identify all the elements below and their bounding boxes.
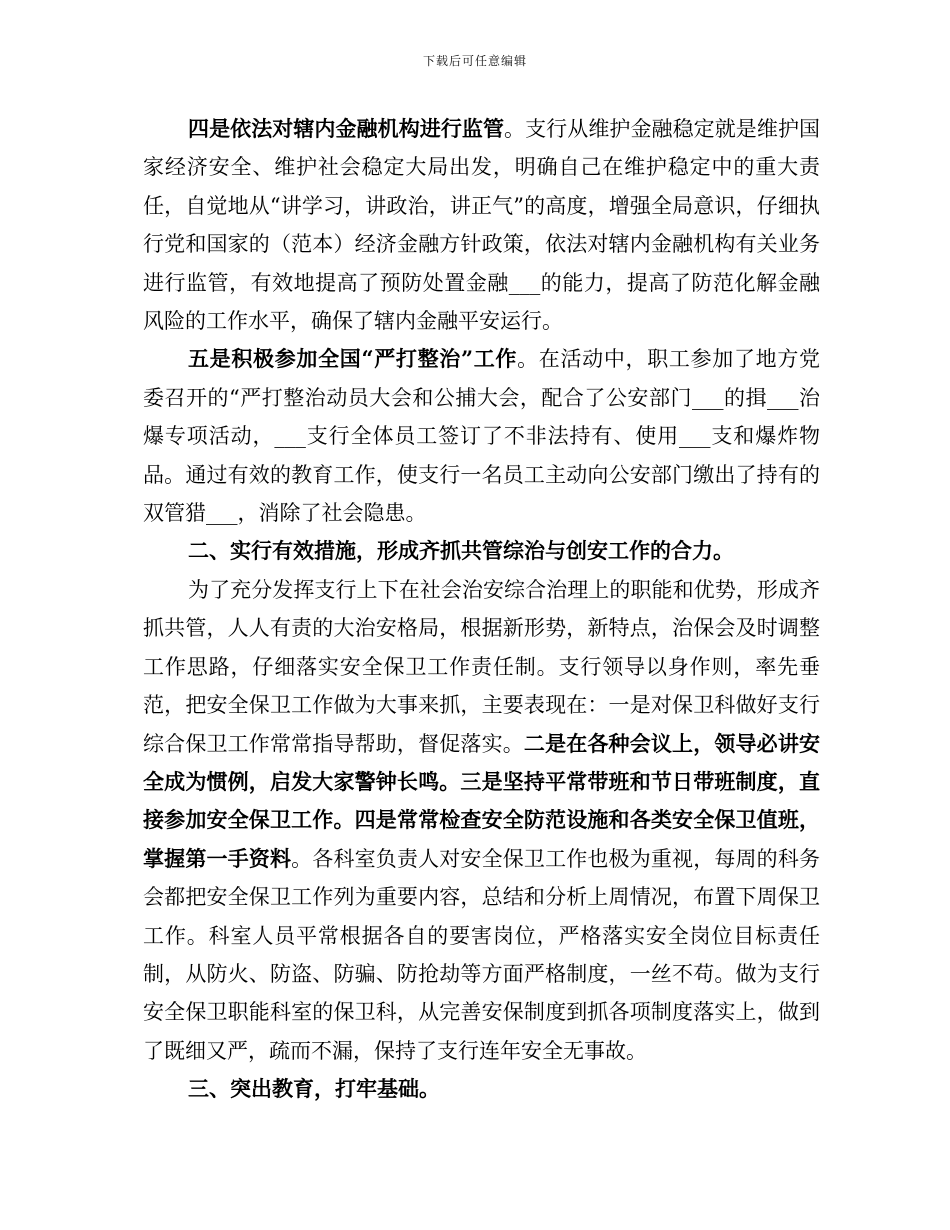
paragraph-intro: 为了充分发挥支行上下在社会治安综合治理上的职能和优势，形成齐抓共管，人人有责的大治安格局，根据新形势，新特点，治保会及时调整工作思路，仔细落实安全保卫工作责任制。支行领导以身作则，率先垂范，把安全保卫工作做为大事来抓，主要表现在：一是对保卫科做好支行综合保卫工作常常指导帮助，督促落实。 xyxy=(143,577,820,756)
paragraph-strike-hard xyxy=(143,340,820,532)
section-heading-3: 三、突出教育，打牢基础。 xyxy=(188,1076,440,1102)
paragraph-lead: 四是依法对辖内金融机构进行监管 xyxy=(188,116,505,141)
paragraph-measures xyxy=(143,571,820,1070)
paragraph-text: 。支行从维护金融稳定就是维护国家经济安全、维护社会稳定大局出发，明确自己在维护稳定中的重大责任，自觉地从“讲学习，讲政治，讲正气”的高度，增强全局意识，仔细执行党和国家的（范本）经济金融方针政策，依法对辖内金融机构有关业务进行监管，有效地提高了预防处置金融___的能力，提高了防范化解金融风险的工作水平，确保了辖内金融平安运行。 xyxy=(143,117,821,334)
page-header: 下载后可任意编辑 xyxy=(422,54,527,68)
paragraph-outro: 。各科室负责人对安全保卫工作也极为重视，每周的科务会都把安全保卫工作列为重要内容，总结和分析上周情况，布置下周保卫工作。科室人员平常根据各自的要害岗位，严格落实安全岗位目标责任制，从防火、防盗、防骗、防抢劫等方面严格制度，一丝不苟。做为支行安全保卫职能科室的保卫科，从完善安保制度到抓各项制度落实上，做到了既细又严，疏而不漏，保持了支行连年安全无事故。 xyxy=(143,846,821,1063)
paragraph-text: 。在活动中，职工参加了地方党委召开的“严打整治动员大会和公捕大会，配合了公安部门___的揖___治爆专项活动，___支行全体员工签订了不非法持有、使用___支和爆炸物品。通过有效的教育工作，使支行一名员工主动向公安部门缴出了持有的双管猎___，消除了社会隐患。 xyxy=(143,347,820,526)
paragraph-bold-points: 二是在各种会议上，领导必讲安全成为惯例，启发大家警钟长鸣。三是坚持平常带班和节日带班制度，直接参加安全保卫工作。四是常常检查安全防范设施和各类安全保卫值班，掌握第一手资料 xyxy=(143,730,821,871)
document-body xyxy=(143,110,820,1109)
section-heading-2: 二、实行有效措施，形成齐抓共管综治与创安工作的合力。 xyxy=(188,538,734,564)
paragraph-lead: 五是积极参加全国“严打整治”工作 xyxy=(188,346,518,372)
paragraph-supervision xyxy=(143,110,820,340)
